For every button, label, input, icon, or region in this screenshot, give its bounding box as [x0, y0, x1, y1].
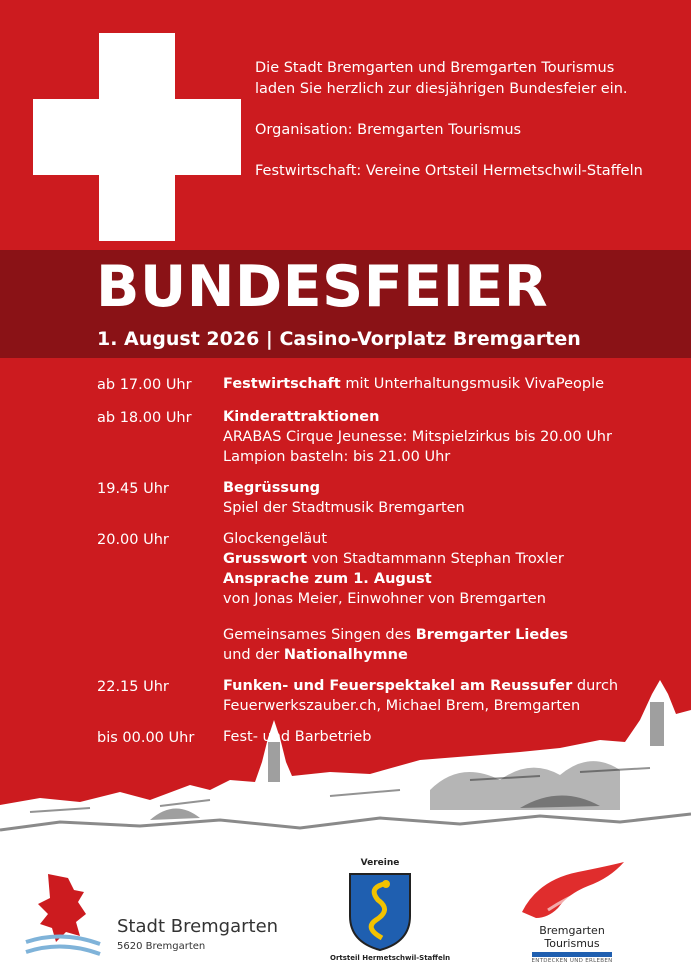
program-desc: Ansprache zum 1. August [223, 571, 432, 587]
program-desc: Feuerwerkszauber.ch, Michael Brem, Bremgarten [223, 698, 581, 714]
program-desc: von Jonas Meier, Einwohner von Bremgarten [223, 591, 546, 607]
page-title: BUNDESFEIER [96, 254, 549, 320]
program-desc: Funken- und Feuerspektakel am Reussufer durch [223, 678, 619, 694]
program-row [97, 478, 677, 518]
program-row [97, 407, 677, 467]
vereine-logo [330, 858, 451, 974]
red-brushstroke-icon [518, 860, 628, 922]
program-time: 19.45 Uhr [97, 481, 169, 497]
program-time: bis 00.00 Uhr [97, 730, 195, 746]
tourismus-name: Bremgarten Tourismus [539, 924, 605, 950]
event-date-location: 1. August 2026 | Casino-Vorplatz Bremgarten [97, 328, 581, 350]
tourismus-tagline: ENTDECKEN UND ERLEBEN [531, 958, 613, 964]
invitation-text [255, 58, 685, 182]
bremgarten-tourismus-logo [512, 860, 632, 972]
program-desc: Gemeinsames Singen des Bremgarter Liedes [223, 627, 569, 643]
stadt-bremgarten-logo [22, 870, 279, 970]
program-desc: Lampion basteln: bis 21.00 Uhr [223, 449, 451, 465]
program-desc: Kinderattraktionen [223, 409, 380, 425]
program-desc: Begrüssung [223, 480, 321, 496]
program-desc: Fest- und Barbetrieb [223, 729, 372, 745]
program-row [97, 529, 677, 665]
intro-line-1: Die Stadt Bremgarten und Bremgarten Tourismus [255, 60, 615, 76]
program-desc: Grusswort von Stadtammann Stephan Troxler [223, 551, 564, 567]
program-time: 20.00 Uhr [97, 532, 169, 548]
program-time: ab 17.00 Uhr [97, 377, 192, 393]
vereine-label: Vereine [360, 858, 400, 868]
program-row [97, 374, 677, 396]
program-desc: Festwirtschaft mit Unterhaltungsmusik VivaPeople [223, 376, 605, 392]
stadt-name: Stadt Bremgarten [117, 916, 279, 937]
stadt-postal: 5620 Bremgarten [117, 941, 206, 952]
lion-crest-icon [22, 870, 102, 970]
blue-wave-icon [532, 952, 612, 957]
sponsor-footer [0, 852, 691, 977]
program-desc: Spiel der Stadtmusik Bremgarten [223, 500, 465, 516]
program-desc: Glockengeläut [223, 531, 328, 547]
festwirtschaft-line: Festwirtschaft: Vereine Ortsteil Hermetschwil-Staffeln [255, 163, 643, 179]
program-desc: und der Nationalhymne [223, 647, 408, 663]
program-time: ab 18.00 Uhr [97, 410, 192, 426]
town-skyline-illustration [0, 680, 691, 855]
snake-shield-icon [348, 872, 412, 952]
swiss-cross-icon [33, 33, 241, 241]
vereine-subtitle: Ortsteil Hermetschwil-Staffeln [330, 954, 451, 962]
intro-line-2: laden Sie herzlich zur diesjährigen Bundesfeier ein. [255, 81, 628, 97]
organisation-line: Organisation: Bremgarten Tourismus [255, 122, 522, 138]
program-desc: ARABAS Cirque Jeunesse: Mitspielzirkus bis 20.00 Uhr [223, 429, 612, 445]
program-time: 22.15 Uhr [97, 679, 169, 695]
